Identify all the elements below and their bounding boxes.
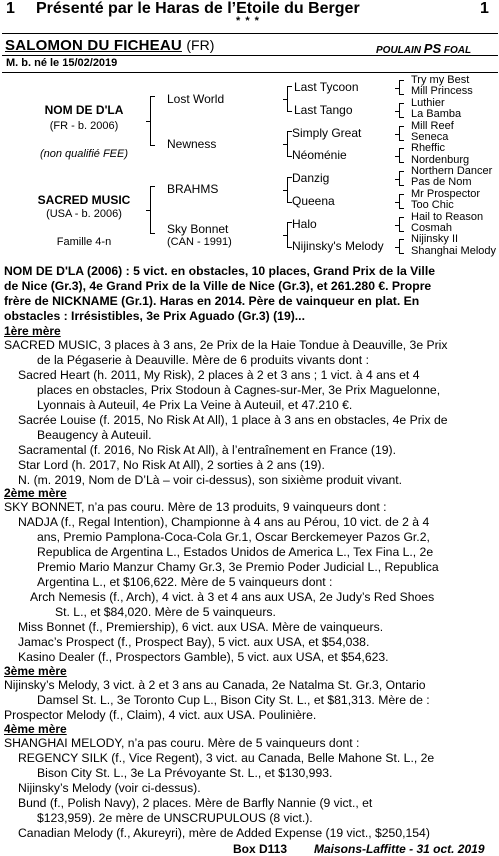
gen4-13: Hail to Reason (411, 211, 484, 223)
horse-name: SALOMON DU FICHEAU (5, 37, 182, 54)
text-line: Bund (f., Polish Navy), 2 places. Mère de Barfly Nannie (9 vict., et (18, 796, 373, 810)
bracket-g4-3 (399, 126, 404, 141)
gen3-5: Danzig (292, 171, 330, 185)
gen2-dam-sire: BRAHMS (167, 182, 219, 196)
dam-name: SACRED MUSIC (37, 193, 131, 207)
bracket-g4-2 (399, 103, 404, 118)
bracket-g4-5 (399, 171, 404, 186)
bracket-sire (150, 96, 155, 146)
text-line: SKY BONNET, n’a pas couru. Mère de 13 produits, 9 vainqueurs dont : (4, 500, 387, 514)
gen2-sire-sire: Lost World (167, 92, 225, 106)
sex-label (376, 41, 471, 56)
text-line: Nijinsky’s Melody (voir ci-dessus). (18, 781, 201, 795)
page-title: Présenté par le Haras de l’Etoile du Berger (36, 0, 360, 17)
gen2-sire-dam: Newness (167, 137, 217, 151)
text-line: SHANGHAI MELODY, n’a pas couru. Mère de 5 vainqueurs dont : (4, 736, 360, 750)
gen3-2: Last Tango (294, 103, 353, 117)
text-line: Miss Bonnet (f., Premiership), 6 vict. aux USA. Mère de vainqueurs. (18, 620, 384, 634)
bracket-g4-1 (399, 80, 404, 95)
venue-date: Maisons-Laffitte - 31 oct. 2019 (314, 842, 485, 856)
text-line: Sacramental (f. 2016, No Risk At All), à l’entraînement en France (19). (18, 443, 396, 457)
text-line: Lyonnais à Auteuil, 4e Prix La Veine à Auteuil, et 47.210 €. (37, 398, 353, 412)
text-line: Republica de Argentina L., Estados Unidos de America L., Tex Fina L., 2e (37, 545, 434, 559)
gen4-16: Shanghai Melody (411, 245, 497, 257)
text-line: Star Lord (h. 2017, No Risk At All), 2 sorties à 2 ans (19). (18, 458, 325, 472)
gen3-6: Queena (292, 194, 335, 208)
section-first-dam: 1ère mère (4, 324, 61, 338)
gen4-7: Rheffic (411, 142, 446, 154)
text-line: $123,959). 2e mère de UNSCRUPULOUS (8 vict.). (37, 811, 313, 825)
text-line: St. L., et $84,020. Mère de 5 vainqueurs. (55, 605, 276, 619)
text-line: places en obstacles, Prix Stodoun à Cagnes-sur-Mer, 3e Prix Maguelonne, (37, 383, 441, 397)
lot-number-left: 1 (6, 0, 15, 17)
sire-info: (FR - b. 2006) (49, 120, 119, 132)
gen3-3: Simply Great (292, 126, 362, 140)
header-stars: * * * (236, 15, 260, 27)
gen2-dam-dam: Sky Bonnet (167, 222, 229, 236)
text-line: Nijinsky’s Melody, 3 vict. à 2 et 3 ans au Canada, 2e Natalma St. Gr.3, Ontario (4, 678, 426, 692)
gen4-8: Nordenburg (411, 154, 470, 166)
birth-info: M. b. né le 15/02/2019 (6, 57, 118, 69)
bracket-g4-8 (399, 239, 404, 254)
gen3-1: Last Tycoon (294, 80, 359, 94)
gen4-4: La Bamba (411, 108, 462, 120)
sire-summary-line: obstacles : Irrésistibles, 3e Prix Aguado (Gr.3) (19)... (4, 309, 305, 323)
gen3-8: Nijinsky's Melody (292, 239, 384, 253)
text-line: Damsel St. L., 3e Toronto Cup L., Bison City St. L., et $81,313. Mère de : (37, 693, 430, 707)
gen4-11: Mr Prospector (411, 188, 481, 200)
section-third-dam: 3ème mère (4, 664, 67, 678)
text-line: Premio Mario Manzur Chamy Gr.3, 3e Premio Poder Judicial L., Republica (37, 560, 439, 574)
text-line: N. (m. 2019, Nom de D’Là – voir ci-dessus), son sixième produit vivant. (18, 473, 403, 487)
section-second-dam: 2ème mère (4, 486, 67, 500)
gen4-5: Mill Reef (411, 120, 454, 132)
gen4-9: Northern Dancer (411, 165, 493, 177)
text-line: Jamac’s Prospect (f., Prospect Bay), 5 vict. aux USA, et $54,038. (18, 635, 370, 649)
sex-label-en: FOAL (443, 45, 472, 56)
section-fourth-dam: 4ème mère (4, 722, 67, 736)
sire-summary-line: de Nice (Gr.3), 4e Grand Prix de la Ville de Nice (Gr.3), et 261.280 €. Propre (4, 279, 432, 293)
text-line: Beaugency à Auteuil. (37, 428, 152, 442)
text-line: Sacred Heart (h. 2011, My Risk), 2 places à 2 et 3 ans ; 1 vict. à 4 ans et 4 (18, 368, 420, 382)
text-line: Canadian Melody (f., Akureyri), mère de Added Expense (19 vict., $250,154) (18, 826, 430, 840)
divider-under-born (2, 72, 498, 73)
box-number: Box D113 (233, 842, 288, 856)
divider-under-name (2, 55, 498, 56)
sex-label-fr: POULAIN (376, 45, 421, 56)
text-line: SACRED MUSIC, 3 places à 3 ans, 2e Prix de la Haie Tondue à Deauville, 3e Prix (4, 338, 448, 352)
text-line: Arch Nemesis (f., Arch), 4 vict. à 3 et 4 ans aux USA, 2e Judy’s Red Shoes (30, 590, 435, 604)
horse-country: (FR) (186, 37, 215, 53)
divider-top (2, 33, 498, 34)
gen4-15: Nijinsky II (411, 233, 459, 245)
gen4-14: Cosmah (411, 222, 452, 234)
bracket-g3-1 (287, 86, 292, 112)
gen4-10: Pas de Nom (411, 176, 472, 188)
gen3-4: Néoménie (292, 148, 347, 162)
gen2-note: (CAN - 1991) (167, 236, 232, 248)
horse-title (5, 37, 214, 55)
text-line: Sacrée Louise (f. 2015, No Risk At All), 1 place à 3 ans en obstacles, 4e Prix de (18, 413, 448, 427)
gen3-7: Halo (292, 217, 317, 231)
gen4-2: Mill Princess (411, 85, 473, 97)
bracket-g4-4 (399, 148, 404, 163)
bracket-dam (150, 186, 155, 234)
lot-number-right: 1 (480, 0, 489, 17)
text-line: REGENCY SILK (f., Vice Regent), 3 vict. au Canada, Belle Mahone St. L., 2e (18, 751, 435, 765)
text-line: Bison City St. L., 3e La Prévoyante St. L., et $130,993. (37, 766, 333, 780)
dam-info: (USA - b. 2006) (46, 208, 122, 220)
text-line: Prospector Melody (f., Claim), 4 vict. aux USA. Poulinière. (4, 708, 317, 722)
text-line: de la Pégaserie à Deauville. Mère de 6 produits vivants dont : (37, 353, 369, 367)
bracket-g4-6 (399, 194, 404, 209)
text-line: ans, Premio Pamplona-Coca-Cola Gr.1, Oscar Berckemeyer Pazos Gr.2, (37, 530, 430, 544)
bracket-g4-7 (399, 217, 404, 232)
dam-family: Famille 4-n (56, 236, 112, 248)
sire-name: NOM DE D'LA (44, 103, 124, 117)
text-line: Kasino Dealer (f., Prospectors Gamble), 5 vict. aux USA, et $54,623. (18, 650, 389, 664)
sire-note: (non qualifié FEE) (39, 148, 129, 160)
gen4-6: Seneca (411, 131, 449, 143)
sire-summary-line: NOM DE D'LA (2006) : 5 vict. en obstacles, 10 places, Grand Prix de la Ville (4, 264, 435, 278)
gen4-1: Try my Best (411, 74, 470, 86)
gen4-12: Too Chic (411, 199, 454, 211)
breed-label: PS (423, 41, 442, 56)
text-line: NADJA (f., Regal Intention), Championne à 4 ans au Pérou, 10 vict. de 2 à 4 (18, 515, 430, 529)
text-line: Argentina L., et $106,622. Mère de 5 vainqueurs dont : (37, 575, 333, 589)
sire-summary-line: frère de NICKNAME (Gr.1). Haras en 2014. Père de vainqueur en plat. En (4, 294, 420, 308)
gen4-3: Luthier (411, 97, 445, 109)
